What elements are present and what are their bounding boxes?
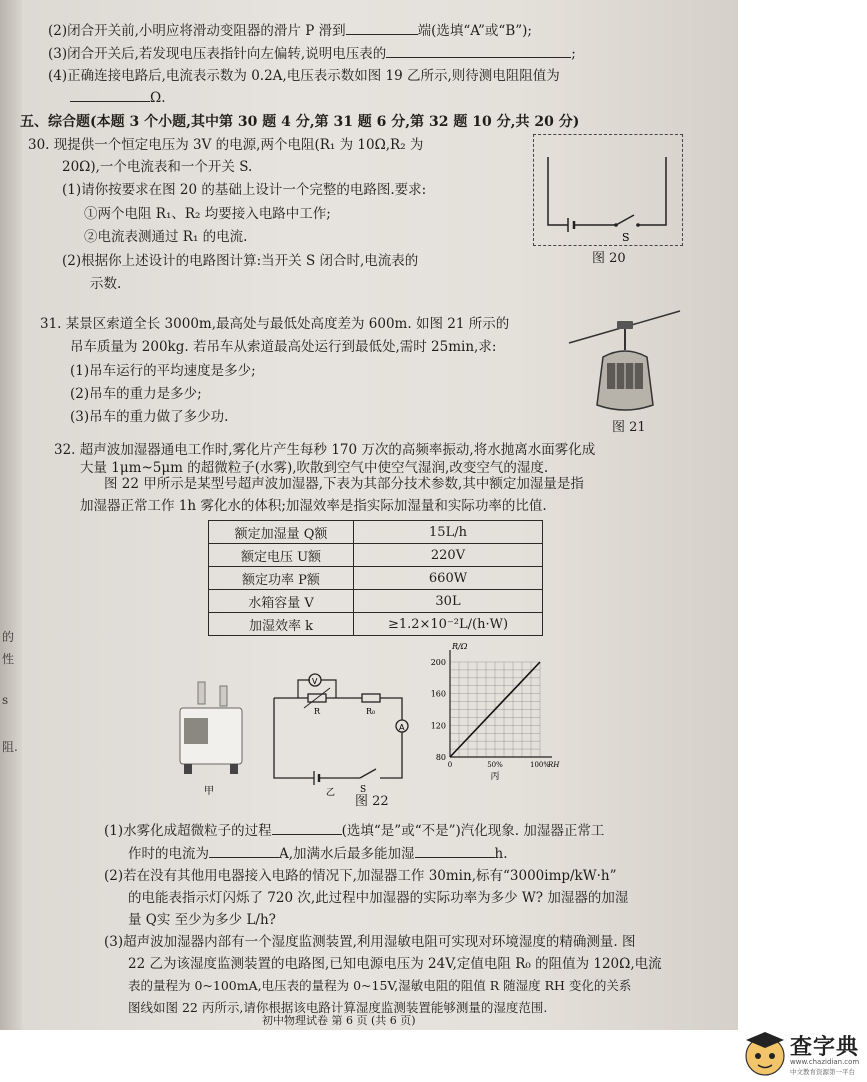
- page-edge: [0, 0, 22, 1030]
- logo-brand: 查字典: [790, 1035, 860, 1060]
- q32-line-4: 加湿器正常工作 1h 雾化水的体积;加湿效率是指实际加湿量和实际功率的比值.: [80, 498, 547, 514]
- q32-a2: 作时的电流为 A,加满水后最多能加湿 h.: [128, 846, 508, 862]
- spec-key: 水箱容量 V: [209, 590, 354, 613]
- q32-line-3: 图 22 甲所示是某型号超声波加湿器,下表为其部分技术参数,其中额定加湿量是指: [104, 476, 584, 492]
- svg-text:乙: 乙: [326, 788, 336, 798]
- spec-row: [209, 521, 543, 544]
- figure-22-humidifier: [170, 678, 250, 797]
- q32-a6: (3)超声波加湿器内部有一个湿度监测装置,利用湿敏电阻可实现对环境湿度的精确测量. 图: [104, 934, 636, 950]
- svg-text:V: V: [312, 677, 318, 686]
- q-line-4: (4)正确连接电路后,电流表示数为 0.2A,电压表示数如图 19 乙所示,则待测电阻阻值为: [48, 68, 560, 84]
- figure-22-graph: [420, 640, 560, 790]
- q31-line-5: (3)吊车的重力做了多少功.: [70, 409, 229, 425]
- q31-line-2: 吊车质量为 200kg. 若吊车从索道最高处运行到最低处,需时 25min,求:: [70, 339, 497, 355]
- q30-line-1: 30. 现提供一个恒定电压为 3V 的电源,两个电阻(R₁ 为 10Ω,R₂ 为: [28, 137, 424, 153]
- q30-line-5: ②电流表测通过 R₁ 的电流.: [84, 229, 248, 245]
- spec-row: [209, 544, 543, 567]
- switch-label: S: [622, 231, 630, 244]
- spec-value: ≥1.2×10⁻²L/(h·W): [354, 613, 543, 636]
- spec-row: [209, 567, 543, 590]
- q30-line-7: 示数.: [90, 276, 122, 292]
- switch-lever: [360, 769, 376, 778]
- page-footer: 初中物理试卷 第 6 页 (共 6 页): [262, 1014, 416, 1027]
- x-axis-label: RH: [548, 761, 560, 769]
- resistor-r0: [362, 694, 380, 702]
- figure-21-cable-car: [565, 305, 685, 420]
- q32-a7: 22 乙为该湿度监测装置的电路图,已知电源电压为 24V,定值电阻 R₀ 的阻值为 120Ω,电流: [128, 956, 662, 972]
- spec-key: 额定加湿量 Q额: [209, 521, 354, 544]
- figure-21-caption: 图 21: [612, 420, 646, 435]
- q30-line-2: 20Ω),一个电流表和一个开关 S.: [62, 159, 253, 175]
- spec-row: [209, 613, 543, 636]
- figure-20-caption: 图 20: [592, 251, 626, 266]
- svg-text:A: A: [399, 723, 405, 732]
- q32-a3: (2)若在没有其他用电器接入电路的情况下,加湿器工作 30min,标有“3000imp/kW·h”: [104, 868, 617, 884]
- spec-row: [209, 590, 543, 613]
- q30-line-3: (1)请你按要求在图 20 的基础上设计一个完整的电路图.要求:: [62, 182, 427, 198]
- q-line-4-answer: Ω.: [70, 89, 165, 107]
- spec-key: 额定功率 P额: [209, 567, 354, 590]
- logo-tagline: 中文教育资源第一平台: [790, 1068, 855, 1076]
- y-tick-label: 160: [430, 689, 446, 699]
- q30-line-6: (2)根据你上述设计的电路图计算:当开关 S 闭合时,电流表的: [62, 253, 419, 269]
- q31-line-3: (1)吊车运行的平均速度是多少;: [70, 363, 256, 379]
- y-tick-label: 120: [430, 721, 446, 731]
- x-tick-label: 0: [447, 761, 453, 769]
- mist-nozzle-right: [220, 686, 227, 706]
- q32-a9: 图线如图 22 丙所示,请你根据该电路计算湿度监测装置能够测量的湿度范围.: [128, 1000, 548, 1015]
- control-panel: [184, 718, 208, 744]
- figure-20: [533, 134, 683, 246]
- spec-key: 额定电压 U额: [209, 544, 354, 567]
- logo-url: www.chazidian.com: [790, 1058, 860, 1066]
- q32-line-1: 32. 超声波加湿器通电工作时,雾化片产生每秒 170 万次的高频率振动,将水抛离水面雾化成: [54, 442, 596, 458]
- q32-a1: (1)水雾化成超微粒子的过程 (选填“是”或“不是”)汽化现象. 加湿器正常工: [104, 823, 605, 839]
- graph-sublabel: 丙: [490, 772, 500, 782]
- svg-text:R₀: R₀: [366, 707, 376, 716]
- q31-line-4: (2)吊车的重力是多少;: [70, 386, 202, 402]
- switch-lever: [616, 215, 634, 225]
- spec-key: 加湿效率 k: [209, 613, 354, 636]
- q32-a5: 量 Q实 至少为多少 L/h?: [128, 912, 276, 928]
- q-line-3: (3)闭合开关后,若发现电压表指针向左偏转,说明电压表的 ;: [48, 46, 576, 62]
- q32-line-2: 大量 1μm~5μm 的超微粒子(水雾),吹散到空气中使空气湿润,改变空气的湿度.: [80, 460, 549, 476]
- mist-nozzle-left: [198, 682, 205, 704]
- svg-text:S: S: [360, 785, 367, 795]
- q32-a8: 表的量程为 0~100mA,电压表的量程为 0~15V,湿敏电阻的阻值 R 随湿度 RH 变化的关系: [128, 978, 632, 993]
- spec-value: 15L/h: [354, 521, 543, 544]
- spec-value: 220V: [354, 544, 543, 567]
- q32-a4: 的电能表指示灯闪烁了 720 次,此过程中加湿器的实际功率为多少 W? 加湿器的加湿: [128, 890, 629, 906]
- side-mark-1: 的: [2, 630, 15, 644]
- chazidian-logo: [742, 1028, 788, 1078]
- x-tick-label: 100%: [529, 761, 551, 769]
- q30-line-4: ①两个电阻 R₁、R₂ 均要接入电路中工作;: [84, 206, 331, 222]
- svg-text:甲: 甲: [204, 786, 214, 797]
- side-mark-3: s: [2, 693, 9, 707]
- y-axis-label: R/Ω: [452, 642, 468, 651]
- section-5-heading: 五、综合题(本题 3 个小题,其中第 30 题 4 分,第 31 题 6 分,第 32 题 10 分,共 20 分): [20, 114, 580, 130]
- figure-22-circuit: [262, 668, 412, 798]
- q-line-2: (2)闭合开关前,小明应将滑动变阻器的滑片 P 滑到 端(选填“A”或“B”);: [48, 23, 532, 39]
- spec-value: 30L: [354, 590, 543, 613]
- y-tick-label: 200: [430, 658, 446, 667]
- side-mark-4: 阻.: [2, 740, 18, 754]
- svg-text:R: R: [314, 707, 321, 716]
- trolley: [617, 321, 633, 329]
- x-tick-label: 50%: [487, 761, 503, 769]
- side-mark-2: 性: [2, 652, 15, 666]
- q31-line-1: 31. 某景区索道全长 3000m,最高处与最低处高度差为 600m. 如图 21 所示的: [40, 316, 510, 332]
- y-tick-label: 80: [435, 753, 446, 762]
- figure-22-caption: 图 22: [355, 794, 389, 809]
- spec-value: 660W: [354, 567, 543, 590]
- figure-20-circuit: [534, 135, 682, 245]
- spec-table: [208, 520, 543, 636]
